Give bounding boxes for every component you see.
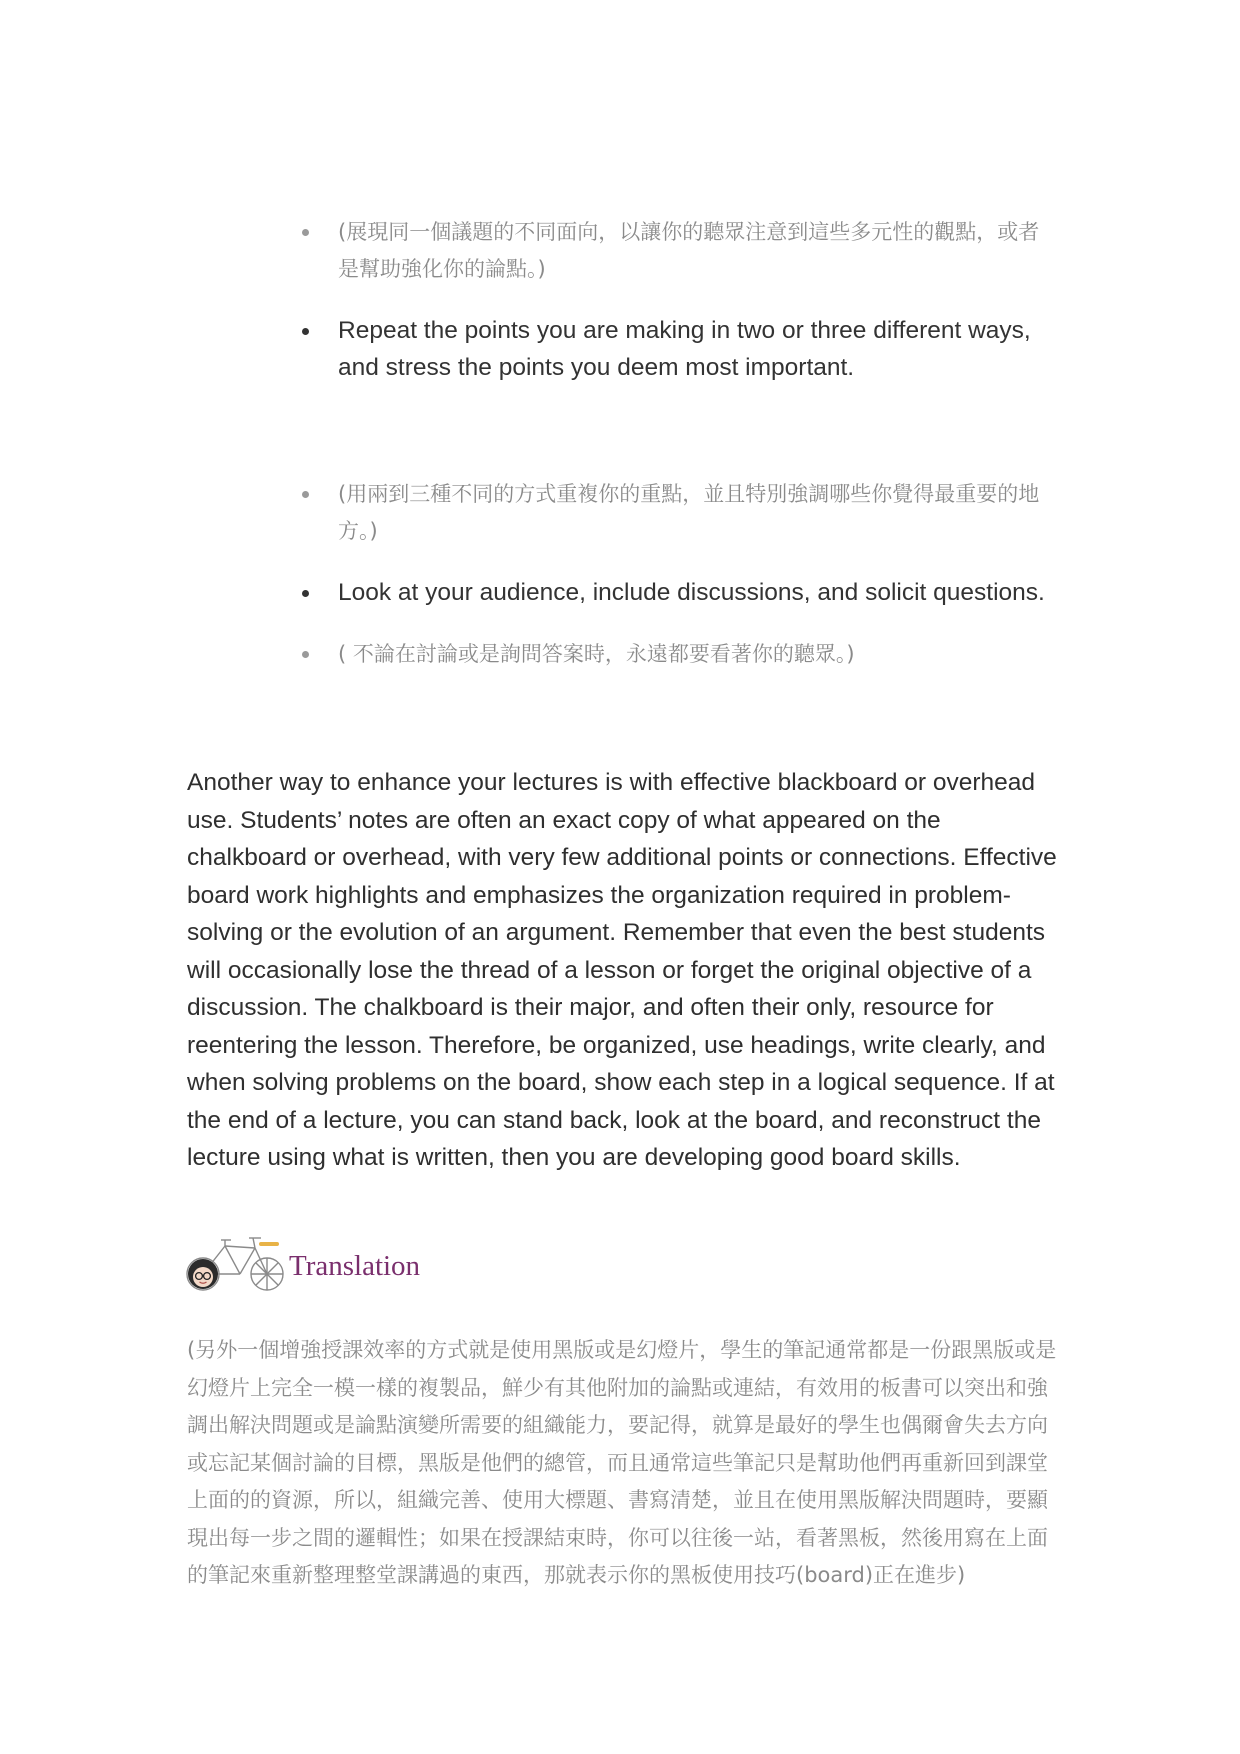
bicycle-face-icon — [185, 1232, 295, 1294]
translation-label: Translation — [289, 1250, 421, 1282]
paragraph-chinese: (另外一個增強授課效率的方式就是使用黑版或是幻燈片，學生的筆記通常都是一份跟黑版或是幻燈片上完全一模一樣的複製品，鮮少有其他附加的論點或連結，有效用的板書可以突出和強調出解決問題或是論點演變所需要的組織能力，要記得，就算是最好的學生也偶爾會失去方向或忘記某個討論的目標，黑版是他們的總管，而且通常這些筆記只是幫助他們再重新回到課堂上面的的資源，所以，組織完善、使用大標題、書寫清楚，並且在使用黑版解決問題時，要顯現出每一步之間的邏輯性；如果在授課結束時，你可以往後一站，看著黑板，然後用寫在上面的筆記來重新整理整堂課講過的東西，那就表示你的黑板使用技巧(board)正在進步) — [187, 1338, 1057, 1587]
bullet-item-zh — [300, 476, 1060, 550]
bullet-list-5 — [300, 636, 1060, 673]
bullet-item-zh — [300, 214, 1060, 288]
bullet-list-2 — [300, 312, 1060, 386]
bullet-text: Look at your audience, include discussions, and solicit questions. — [338, 579, 1045, 606]
bullet-item-en — [300, 574, 1060, 611]
translation-heading — [185, 1232, 445, 1294]
bullet-text: (用兩到三種不同的方式重複你的重點，並且特別強調哪些你覺得最重要的地方。) — [338, 482, 1040, 543]
bullet-item-zh — [300, 636, 1060, 673]
bullet-text: Repeat the points you are making in two or three different ways, and stress the points you deem most important. — [338, 317, 1031, 381]
bullet-text: (展現同一個議題的不同面向，以讓你的聽眾注意到這些多元性的觀點，或者是幫助強化你的論點。) — [338, 220, 1040, 281]
bullet-text: ( 不論在討論或是詢問答案時，永遠都要看著你的聽眾。) — [338, 642, 855, 666]
bullet-list-4 — [300, 574, 1060, 611]
paragraph-english: Another way to enhance your lectures is with effective blackboard or overhead use. Students’ notes are often an exact copy of what appeared on the chalkboard or overhead, with very few additional points or connections. Effective board work highlights and emphasizes the organization required in problem-solving or the evolution of an argument. Remember that even the best students will occasionally lose the thread of a lesson or forget the original objective of a discussion. The chalkboard is their major, and often their only, resource for reentering the lesson. Therefore, be organized, use headings, write clearly, and when solving problems on the board, show each step in a logical sequence. If at the end of a lecture, you can stand back, look at the board, and reconstruct the lecture using what is written, then you are developing good board skills. — [187, 769, 1057, 1171]
bullet-list-3 — [300, 476, 1060, 550]
bullet-list-1 — [300, 214, 1060, 288]
bullet-item-en — [300, 312, 1060, 386]
